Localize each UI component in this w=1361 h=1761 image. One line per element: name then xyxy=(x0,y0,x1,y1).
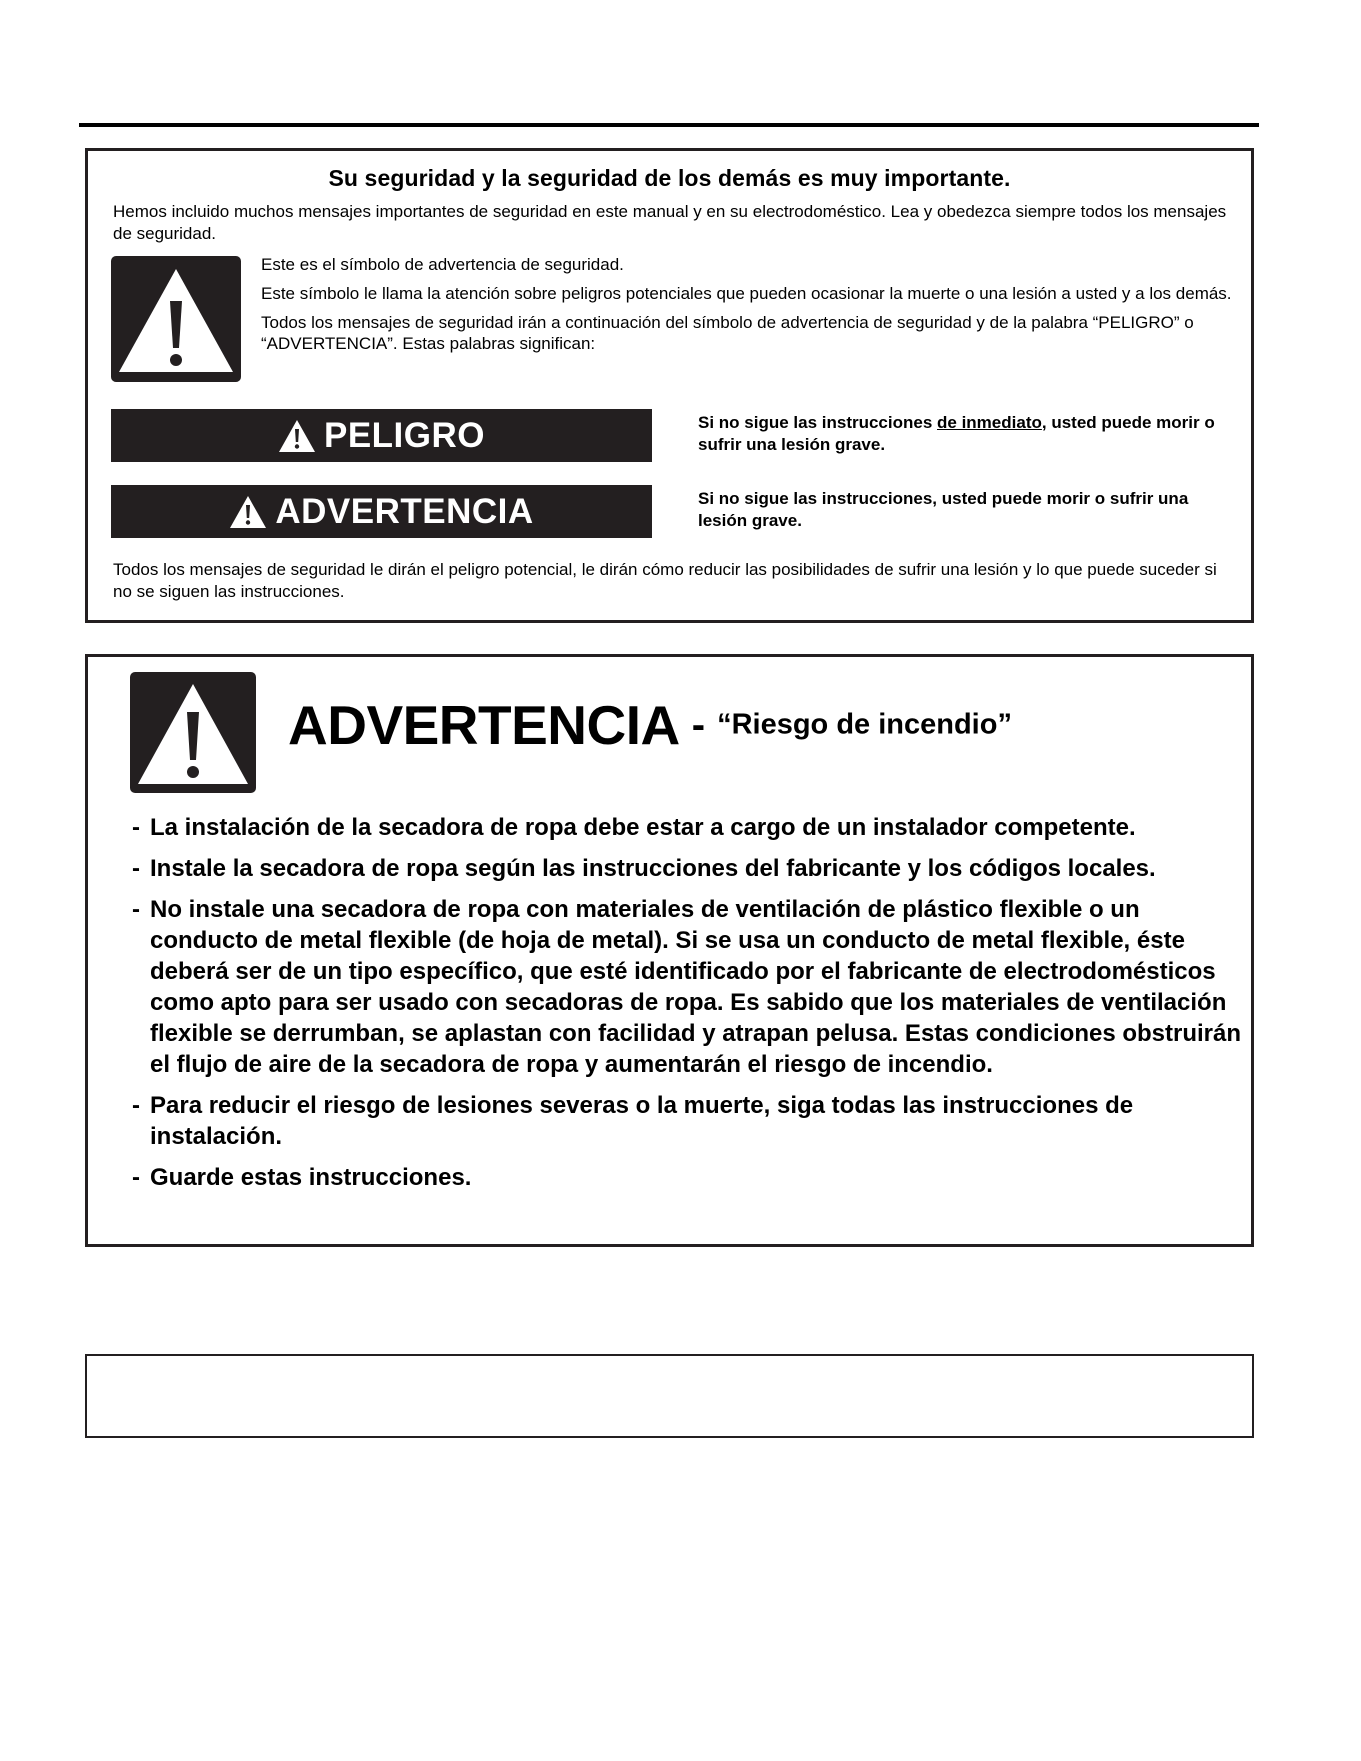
safety-footer: Todos los mensajes de seguridad le dirán el peligro potencial, le dirán cómo reducir las posibilidades de sufrir una lesión y lo que puede suceder si no se siguen las instrucciones. xyxy=(113,560,1217,601)
safety-info-box xyxy=(85,148,1254,623)
symbol-explanation xyxy=(261,254,1241,362)
warning-triangle-icon xyxy=(278,419,316,453)
safety-intro: Hemos incluido muchos mensajes importantes de seguridad en este manual y en su electrodoméstico. Lea y obedezca siempre todos los mensajes de seguridad. xyxy=(113,202,1227,243)
empty-note-box xyxy=(85,1354,1254,1438)
list-item: - No instale una secadora de ropa con materiales de ventilación de plástico flexible o un conducto de metal flexible (de hoja de metal). Si se usa un conducto de metal flexible, éste deberá ser de un tipo específico, que esté identificado por el fabricante de electrodomésticos como apto para ser usado con secadoras de ropa. Es sabido que los materiales de ventilación flexible se derrumban, se aplastan con facilidad y atrapan pelusa. Estas condiciones obstruirán el flujo de aire de la secadora de ropa y aumentarán el riesgo de incendio. xyxy=(132,896,1242,1078)
list-item-text: Instale la secadora de ropa según las instrucciones del fabricante y los códigos locales. xyxy=(150,855,1156,882)
list-item-text: No instale una secadora de ropa con materiales de ventilación de plástico flexible o un conducto de metal flexible (de hoja de metal). Si se usa un conducto de metal flexible, éste deberá ser de un tipo específico, que esté identificado por el fabricante de electrodomésticos como apto para ser usado con secadoras de ropa. Es sabido que los materiales de ventilación flexible se derrumban, se aplastan con facilidad y atrapan pelusa. Estas condiciones obstruirán el flujo de aire de la secadora de ropa y aumentarán el riesgo de incendio. xyxy=(150,896,1242,1078)
peligro-banner xyxy=(111,409,652,462)
advertencia-banner xyxy=(111,485,652,538)
list-item: - Para reducir el riesgo de lesiones severas o la muerte, siga todas las instrucciones de instalación. xyxy=(132,1092,1134,1150)
symbol-line: Este símbolo le llama la atención sobre peligros potenciales que pueden ocasionar la muerte o una lesión a usted y a los demás. xyxy=(261,284,1232,303)
list-item: - Guarde estas instrucciones. xyxy=(132,1164,472,1191)
peligro-label: PELIGRO xyxy=(323,415,486,455)
fire-warning-box xyxy=(85,654,1254,1247)
warning-triangle-icon xyxy=(111,256,241,382)
peligro-desc-text-end: , usted puede morir o sufrir una lesión grave. xyxy=(698,413,1215,454)
safety-title: Su seguridad y la seguridad de los demás es muy importante. xyxy=(328,165,1011,191)
list-item-text: Guarde estas instrucciones. xyxy=(150,1164,472,1191)
fire-warning-heading xyxy=(288,693,1012,757)
list-item-text: Para reducir el riesgo de lesiones severas o la muerte, siga todas las instrucciones de instalación. xyxy=(150,1092,1134,1150)
warning-triangle-icon xyxy=(130,672,256,793)
symbol-line: Todos los mensajes de seguridad irán a continuación del símbolo de advertencia de seguridad y de la palabra “PELIGRO” o “ADVERTENCIA”. Estas palabras significan: xyxy=(261,313,1194,353)
advertencia-label: ADVERTENCIA xyxy=(275,491,534,531)
top-rule xyxy=(79,123,1259,127)
fire-warning-word: ADVERTENCIA xyxy=(288,694,680,756)
warning-triangle-icon xyxy=(229,495,267,529)
advertencia-description: Si no sigue las instrucciones, usted puede morir o sufrir una lesión grave. xyxy=(698,489,1189,530)
peligro-desc-text: Si no sigue las instrucciones xyxy=(698,413,938,432)
peligro-description xyxy=(698,412,1228,456)
list-item: - La instalación de la secadora de ropa debe estar a cargo de un instalador competente. xyxy=(132,814,1136,841)
list-item-text: La instalación de la secadora de ropa debe estar a cargo de un instalador competente. xyxy=(150,814,1136,841)
list-item: - Instale la secadora de ropa según las instrucciones del fabricante y los códigos locales. xyxy=(132,855,1156,882)
symbol-line: Este es el símbolo de advertencia de seguridad. xyxy=(261,255,624,274)
fire-warning-subheading: “Riesgo de incendio” xyxy=(717,708,1012,741)
peligro-desc-emphasis: de inmediato xyxy=(937,413,1042,432)
fire-warning-dash: - xyxy=(691,702,706,747)
fire-warning-list xyxy=(132,812,1242,1203)
